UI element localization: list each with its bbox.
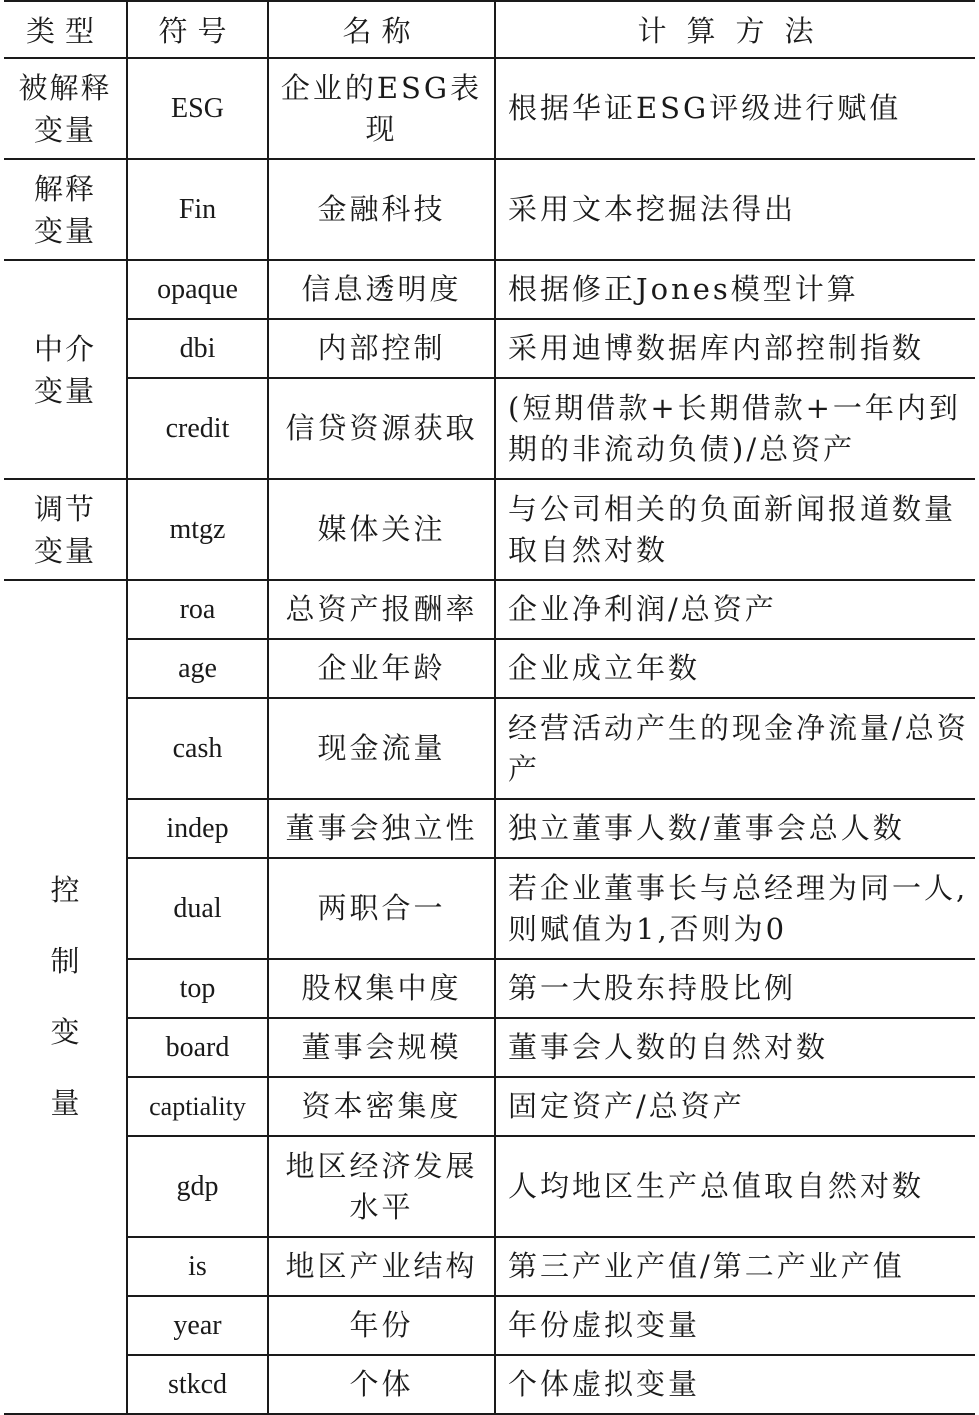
cell-method: 人均地区生产总值取自然对数 <box>495 1136 975 1237</box>
cell-method: 采用迪博数据库内部控制指数 <box>495 319 975 378</box>
cell-symbol: top <box>127 959 268 1018</box>
cell-symbol: gdp <box>127 1136 268 1237</box>
cell-method: 个体虚拟变量 <box>495 1355 975 1414</box>
header-row <box>4 1 975 58</box>
cell-symbol: age <box>127 639 268 698</box>
cell-symbol: credit <box>127 378 268 479</box>
cell-name: 现金流量 <box>268 698 495 799</box>
cell-symbol: ESG <box>127 58 268 159</box>
cell-name: 信息透明度 <box>268 260 495 319</box>
table-row <box>4 159 975 260</box>
table-row <box>4 1077 975 1136</box>
table-row <box>4 479 975 580</box>
group-label-line: 被解释 <box>18 70 112 105</box>
cell-symbol: mtgz <box>127 479 268 580</box>
group-label-line: 变量 <box>33 373 96 408</box>
cell-method: 若企业董事长与总经理为同一人,则赋值为1,否则为0 <box>495 858 975 959</box>
group-dependent <box>4 58 127 159</box>
cell-symbol: roa <box>127 580 268 639</box>
table-row <box>4 378 975 479</box>
header-name: 名称 <box>268 1 495 58</box>
cell-name: 内部控制 <box>268 319 495 378</box>
table-row <box>4 1355 975 1414</box>
cell-symbol: Fin <box>127 159 268 260</box>
cell-method: 企业净利润/总资产 <box>495 580 975 639</box>
group-explanatory <box>4 159 127 260</box>
table-row <box>4 959 975 1018</box>
cell-method: 采用文本挖掘法得出 <box>495 159 975 260</box>
cell-method: 第一大股东持股比例 <box>495 959 975 1018</box>
table-row <box>4 858 975 959</box>
cell-symbol: year <box>127 1296 268 1355</box>
group-label-char: 制 <box>50 944 80 978</box>
cell-method: (短期借款+长期借款+一年内到期的非流动负债)/总资产 <box>495 378 975 479</box>
cell-method: 企业成立年数 <box>495 639 975 698</box>
table-row <box>4 319 975 378</box>
cell-name: 两职合一 <box>268 858 495 959</box>
group-label-char: 控 <box>50 873 80 907</box>
cell-symbol: board <box>127 1018 268 1077</box>
cell-name: 董事会规模 <box>268 1018 495 1077</box>
cell-symbol: dual <box>127 858 268 959</box>
table-row <box>4 639 975 698</box>
cell-name: 企业年龄 <box>268 639 495 698</box>
variable-definition-table <box>4 0 975 1415</box>
cell-method: 与公司相关的负面新闻报道数量取自然对数 <box>495 479 975 580</box>
group-mediating <box>4 260 127 479</box>
cell-symbol: opaque <box>127 260 268 319</box>
cell-symbol: cash <box>127 698 268 799</box>
group-label-line: 中介 <box>33 331 96 366</box>
cell-name: 股权集中度 <box>268 959 495 1018</box>
cell-name: 媒体关注 <box>268 479 495 580</box>
group-label-line: 变量 <box>33 533 96 568</box>
group-label-line: 变量 <box>33 112 96 147</box>
table-row <box>4 260 975 319</box>
cell-symbol: dbi <box>127 319 268 378</box>
cell-method: 经营活动产生的现金净流量/总资产 <box>495 698 975 799</box>
cell-name: 信贷资源获取 <box>268 378 495 479</box>
table-row <box>4 698 975 799</box>
table-row <box>4 1296 975 1355</box>
table-row <box>4 799 975 858</box>
cell-method: 根据修正Jones模型计算 <box>495 260 975 319</box>
group-label-line: 解释 <box>33 171 96 206</box>
cell-name: 个体 <box>268 1355 495 1414</box>
cell-name: 年份 <box>268 1296 495 1355</box>
cell-name: 金融科技 <box>268 159 495 260</box>
group-label-line: 变量 <box>33 213 96 248</box>
cell-name: 企业的ESG表现 <box>268 58 495 159</box>
table-row <box>4 58 975 159</box>
group-label-line: 调节 <box>33 491 96 526</box>
cell-name: 董事会独立性 <box>268 799 495 858</box>
table-row <box>4 1136 975 1237</box>
cell-method: 第三产业产值/第二产业产值 <box>495 1237 975 1296</box>
group-label-char: 变 <box>50 1015 80 1049</box>
cell-method: 独立董事人数/董事会总人数 <box>495 799 975 858</box>
cell-method: 年份虚拟变量 <box>495 1296 975 1355</box>
cell-method: 固定资产/总资产 <box>495 1077 975 1136</box>
cell-symbol: stkcd <box>127 1355 268 1414</box>
table-row <box>4 1018 975 1077</box>
cell-symbol: captiality <box>127 1077 268 1136</box>
header-method: 计算方法 <box>495 1 975 58</box>
table-row <box>4 580 975 639</box>
cell-name: 资本密集度 <box>268 1077 495 1136</box>
cell-name: 总资产报酬率 <box>268 580 495 639</box>
header-type: 类型 <box>4 1 127 58</box>
group-label-char: 量 <box>50 1086 80 1120</box>
cell-symbol: is <box>127 1237 268 1296</box>
group-control <box>4 580 127 1414</box>
cell-method: 董事会人数的自然对数 <box>495 1018 975 1077</box>
table-row <box>4 1237 975 1296</box>
cell-name: 地区经济发展水平 <box>268 1136 495 1237</box>
cell-symbol: indep <box>127 799 268 858</box>
cell-method: 根据华证ESG评级进行赋值 <box>495 58 975 159</box>
cell-name: 地区产业结构 <box>268 1237 495 1296</box>
header-symbol: 符号 <box>127 1 268 58</box>
group-moderating <box>4 479 127 580</box>
